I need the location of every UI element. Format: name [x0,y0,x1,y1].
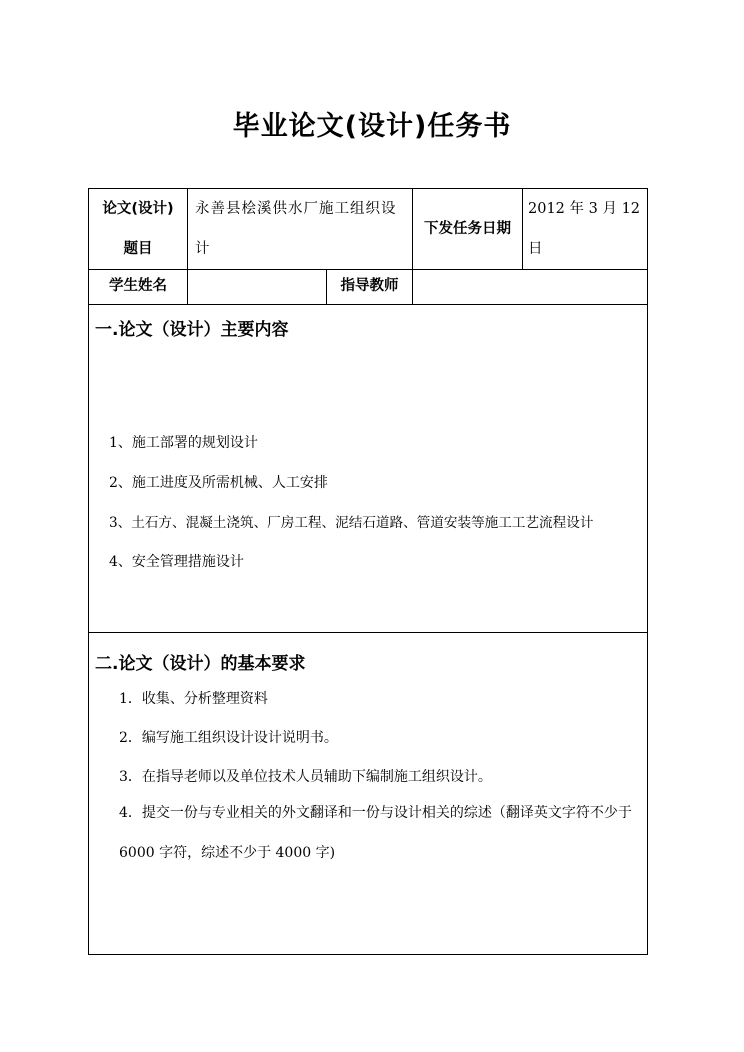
topic-label-line2: 题目 [123,241,153,257]
section1-item-4: 4、安全管理措施设计 [109,554,244,570]
topic-label-line1: 论文(设计) [102,201,174,217]
section2-item-1: 1．收集、分析整理资料 [119,691,268,707]
task-table [88,188,648,955]
topic-label [89,189,187,269]
section2-item-4: 4．提交一份与专业相关的外文翻译和一份与设计相关的综述（翻译英文字符不少于 6000 字符，综述不少于 4000 字) [119,805,632,861]
section2-item-3: 3．在指导老师以及单位技术人员辅助下编制施工组织设计。 [119,769,492,785]
issue-date-label: 下发任务日期 [424,221,511,237]
advisor-value [413,269,647,304]
advisor-label: 指导教师 [340,278,399,294]
section-divider [89,632,647,633]
student-value [188,269,326,304]
section1-heading: 一.论文（设计）主要内容 [95,320,289,340]
student-label: 学生姓名 [109,278,167,294]
page-title: 毕业论文(设计)任务书 [232,111,512,142]
topic-value: 永善县桧溪供水厂施工组织设计 [195,201,397,257]
section2-heading: 二.论文（设计）的基本要求 [95,654,306,674]
section1-item-2: 2、施工进度及所需机械、人工安排 [109,475,328,491]
section1-item-3: 3、土石方、混凝土浇筑、厂房工程、泥结石道路、管道安装等施工工艺流程设计 [109,515,594,531]
row-divider-2 [89,304,647,305]
section2-item-2: 2．编写施工组织设计设计说明书。 [119,730,338,746]
col-divider-3 [522,189,523,269]
section1-item-1: 1、施工部署的规划设计 [109,435,258,451]
issue-date-value: 2012 年 3 月 12 日 [528,201,641,257]
